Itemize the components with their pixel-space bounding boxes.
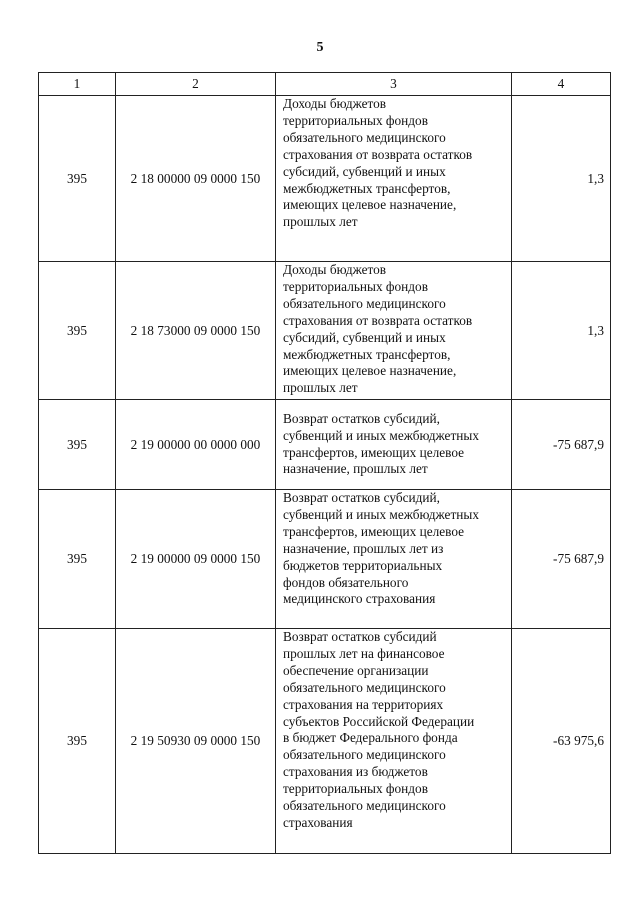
name-line: прошлых лет	[283, 214, 358, 230]
table-row	[39, 490, 611, 629]
column-header-2: 2	[116, 73, 276, 96]
name-line: медицинского страхования	[283, 591, 436, 607]
revenue-name-cell	[276, 490, 512, 629]
kbk-code-cell: 2 18 00000 09 0000 150	[116, 96, 276, 262]
name-line: Возврат остатков субсидий,	[283, 410, 440, 426]
amount-cell: 1,3	[512, 96, 611, 262]
name-line: межбюджетных трансфертов,	[283, 346, 451, 362]
name-line: обязательного медицинского	[283, 798, 446, 814]
name-line: страхования от возврата остатков	[283, 312, 473, 328]
amount-cell: -63 975,6	[512, 629, 611, 854]
name-line: имеющих целевое назначение,	[283, 363, 457, 379]
table-row	[39, 262, 611, 400]
column-header-3: 3	[276, 73, 512, 96]
name-line: обязательного медицинского	[283, 295, 446, 311]
name-line: трансфертов, имеющих целевое	[283, 523, 465, 539]
table-row	[39, 96, 611, 262]
revenue-name-cell	[276, 96, 512, 262]
name-line: страхования	[283, 814, 353, 830]
kbk-code-cell: 2 19 50930 09 0000 150	[116, 629, 276, 854]
name-line: обеспечение организации	[283, 662, 429, 678]
name-line: территориальных фондов	[283, 112, 428, 128]
name-line: фондов обязательного	[283, 574, 409, 590]
name-line: субсидий, субвенций и иных	[283, 329, 446, 345]
name-line: Возврат остатков субсидий	[283, 629, 437, 644]
kbk-code-cell: 2 19 00000 09 0000 150	[116, 490, 276, 629]
name-line: бюджетов территориальных	[283, 557, 443, 573]
page-number: 5	[316, 40, 324, 55]
name-line: прошлых лет на финансовое	[283, 645, 445, 661]
name-line: Доходы бюджетов	[283, 262, 387, 277]
name-line: территориальных фондов	[283, 278, 428, 294]
revenue-name-cell	[276, 400, 512, 490]
admin-code-cell: 395	[39, 629, 116, 854]
name-line: имеющих целевое назначение,	[283, 197, 457, 213]
revenue-name-cell	[276, 629, 512, 854]
name-line: субвенций и иных межбюджетных	[283, 427, 479, 443]
admin-code-cell: 395	[39, 262, 116, 400]
name-line: обязательного медицинского	[283, 747, 446, 763]
name-line: Доходы бюджетов	[283, 96, 387, 111]
kbk-code-cell: 2 19 00000 00 0000 000	[116, 400, 276, 490]
amount-cell: 1,3	[512, 262, 611, 400]
name-line: субвенций и иных межбюджетных	[283, 506, 479, 522]
name-line: обязательного медицинского	[283, 679, 446, 695]
name-line: межбюджетных трансфертов,	[283, 180, 451, 196]
revenue-name-cell	[276, 262, 512, 400]
column-header-4: 4	[512, 73, 611, 96]
name-line: в бюджет Федерального фонда	[283, 730, 458, 746]
name-line: субъектов Российской Федерации	[283, 713, 475, 729]
name-line: обязательного медицинского	[283, 129, 446, 145]
table-row	[39, 400, 611, 490]
name-line: страхования от возврата остатков	[283, 146, 473, 162]
kbk-code-cell: 2 18 73000 09 0000 150	[116, 262, 276, 400]
name-line: страхования на территориях	[283, 696, 444, 712]
budget-table	[38, 72, 611, 854]
column-header-1: 1	[39, 73, 116, 96]
amount-cell: -75 687,9	[512, 400, 611, 490]
name-line: назначение, прошлых лет из	[283, 540, 444, 556]
table-row	[39, 629, 611, 854]
name-line: Возврат остатков субсидий,	[283, 490, 440, 505]
name-line: прошлых лет	[283, 380, 358, 396]
name-line: территориальных фондов	[283, 781, 428, 797]
amount-cell: -75 687,9	[512, 490, 611, 629]
admin-code-cell: 395	[39, 96, 116, 262]
header-row	[39, 73, 611, 96]
name-line: страхования из бюджетов	[283, 764, 428, 780]
admin-code-cell: 395	[39, 490, 116, 629]
name-line: назначение, прошлых лет	[283, 461, 428, 477]
name-line: трансфертов, имеющих целевое	[283, 444, 465, 460]
name-line: субсидий, субвенций и иных	[283, 163, 446, 179]
admin-code-cell: 395	[39, 400, 116, 490]
